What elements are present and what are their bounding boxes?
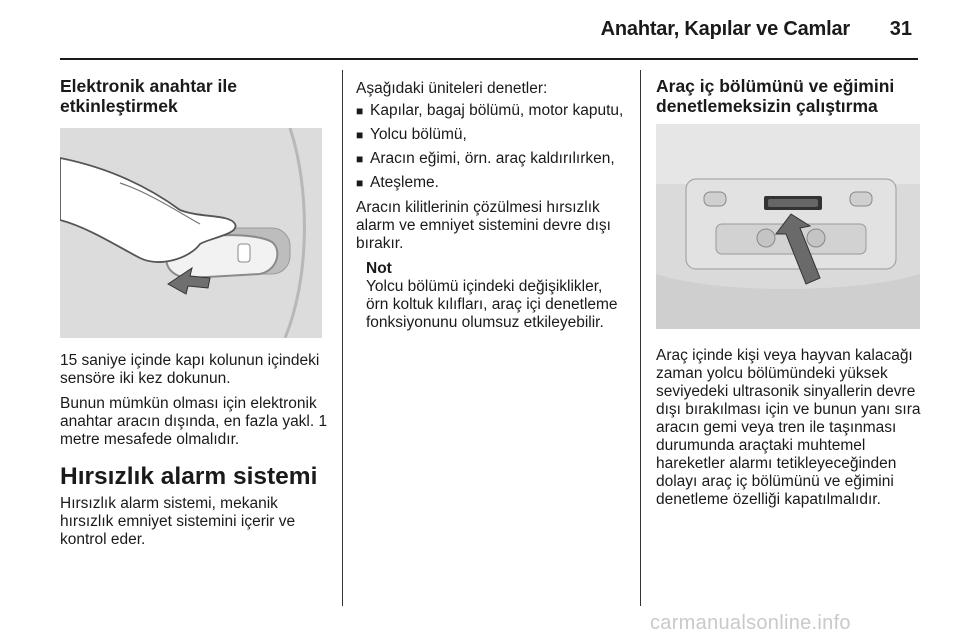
note-label: Not	[366, 260, 392, 277]
section-subheading: Araç iç bölümünü ve eğimini denetlemeksizin çalıştırma	[656, 76, 895, 116]
bullet-square-icon: ■	[356, 128, 364, 142]
list-item	[356, 150, 626, 168]
deactivation-paragraph: Araç içinde kişi veya hayvan kalacağı zaman yolcu bölümündeki yüksek seviyedeki ultrasonik sinyallerin devre dışı bırakılması için ve bunun yanı sıra aracın gemi veya tren ile taşınması durumunda araçtaki muhtemel hareketler alarmı tetikleyeceğinden dolayı araç iç bölümünü ve eğimini denetleme özelliği kapatılmalıdır.	[656, 347, 921, 508]
requirement-paragraph: Bunun mümkün olması için elektronik anahtar aracın dışında, en fazla yakl. 1 metre mesafede olmalıdır.	[60, 395, 328, 448]
bullet-square-icon: ■	[356, 104, 364, 118]
column-divider-right	[640, 70, 641, 606]
monitored-units-list	[356, 102, 626, 192]
column-2	[356, 80, 626, 332]
bullet-square-icon: ■	[356, 152, 364, 166]
overhead-console-button-illustration	[656, 124, 920, 329]
page-header-title: Anahtar, Kapılar ve Camlar	[600, 18, 850, 40]
list-item	[356, 126, 626, 144]
section-subheading: Elektronik anahtar ile etkinleştirmek	[60, 76, 238, 116]
note-text: Yolcu bölümü içindeki değişiklikler, örn koltuk kılıfları, araç içi denetleme fonksiyonunu olumsuz etkileyebilir.	[366, 278, 618, 331]
list-item-text: Ateşleme.	[370, 174, 439, 191]
column-divider-left	[342, 70, 343, 606]
list-item-text: Kapılar, bagaj bölümü, motor kaputu,	[370, 102, 624, 119]
list-intro: Aşağıdaki üniteleri denetler:	[356, 80, 548, 97]
list-item-text: Aracın eğimi, örn. araç kaldırılırken,	[370, 150, 615, 167]
door-handle-illustration	[60, 128, 322, 338]
bullet-square-icon: ■	[356, 176, 364, 190]
section-heading: Hırsızlık alarm sistemi	[60, 463, 318, 490]
list-item	[356, 174, 626, 192]
alarm-description: Hırsızlık alarm sistemi, mekanik hırsızlık emniyet sistemini içerir ve kontrol eder.	[60, 495, 296, 548]
site-watermark: carmanualsonline.info	[650, 612, 851, 634]
instruction-paragraph: 15 saniye içinde kapı kolunun içindeki sensöre iki kez dokunun.	[60, 352, 320, 387]
list-item	[356, 102, 626, 120]
unlock-paragraph: Aracın kilitlerinin çözülmesi hırsızlık alarm ve emniyet sistemini devre dışı bırakır.	[356, 199, 611, 252]
note-box	[366, 260, 626, 332]
list-item-text: Yolcu bölümü,	[370, 126, 467, 143]
header-rule	[60, 58, 918, 60]
column-1	[60, 76, 328, 556]
column-3	[656, 76, 922, 516]
page-number: 31	[889, 18, 912, 40]
